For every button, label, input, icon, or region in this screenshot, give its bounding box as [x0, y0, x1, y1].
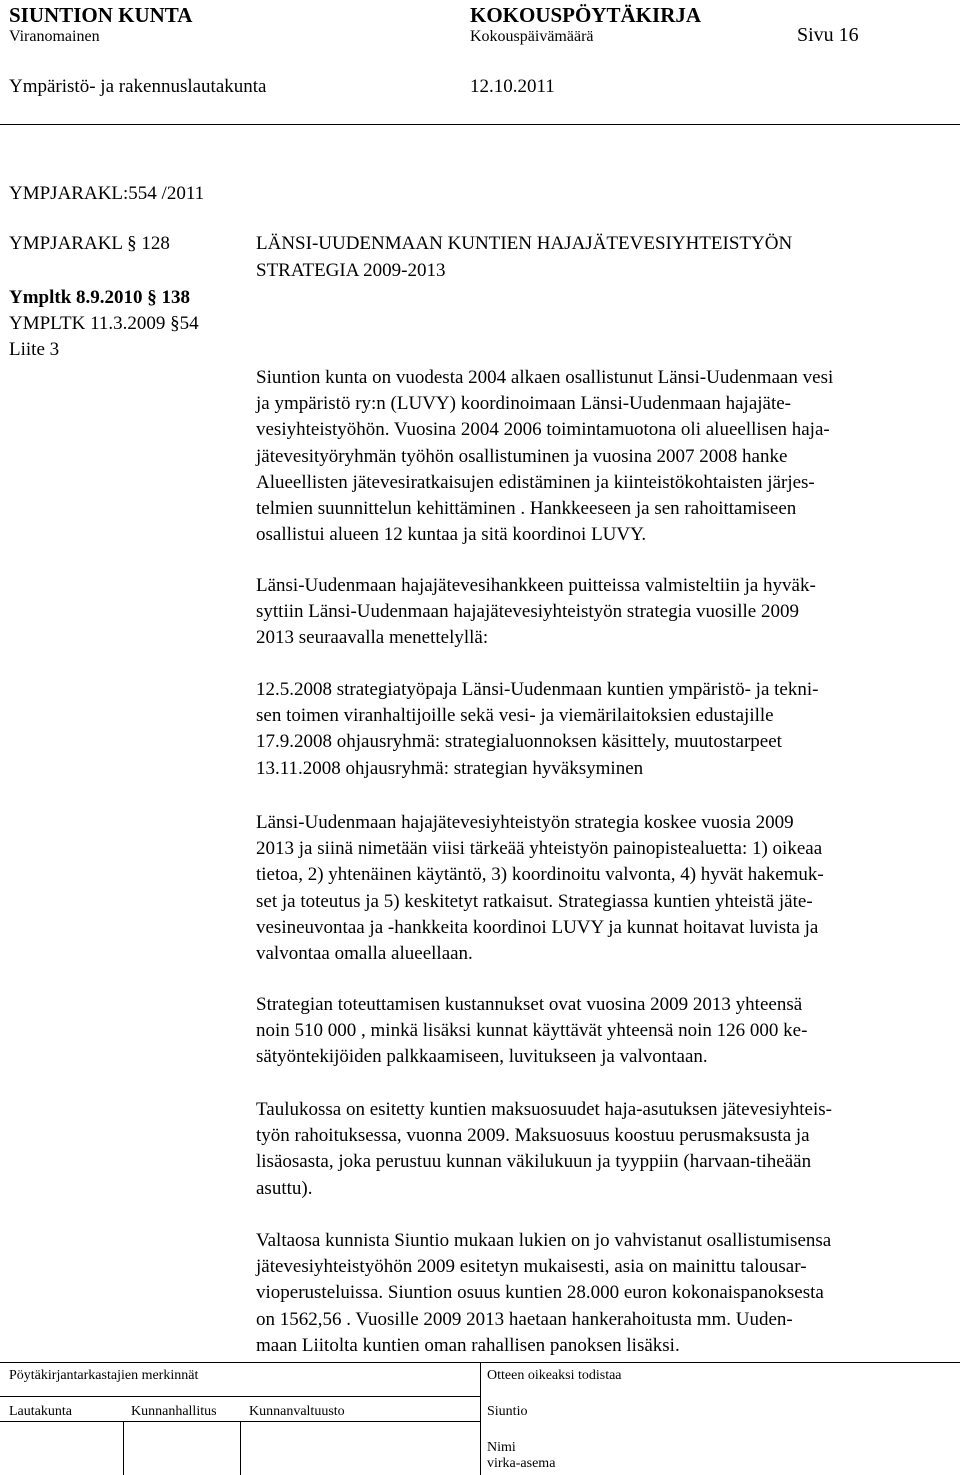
text-line: Valtaosa kunnista Siuntio mukaan lukien on jo vahvistanut osallistumisensa [256, 1230, 832, 1251]
text-line: ja ympäristö ry:n (LUVY) koordinoimaan Länsi-Uudenmaan hajajäte- [256, 393, 791, 415]
footer-rule [0, 1396, 480, 1397]
text-line: vioperusteluissa. Siuntion osuus kuntien 28.000 euron kokonaispanoksesta [256, 1282, 824, 1304]
footer-divider [480, 1362, 481, 1475]
text-line: asuttu). [256, 1177, 313, 1199]
text-line: vesineuvontaa ja -hankkeita koordinoi LUVY ja kunnat hoitavat luvista ja [256, 916, 819, 938]
text-line: vesiyhteistyöhön. Vuosina 2004 2006 toimintamuotona oli alueellisen haja- [256, 419, 830, 441]
text-line: set ja toteutus ja 5) keskitetyt ratkaisut. Strategiassa kuntien yhteistä jäte- [256, 890, 813, 912]
text-line: Länsi-Uudenmaan hajajätevesihankkeen puitteissa valmisteltiin ja hyväk- [256, 575, 816, 596]
header-rule [0, 124, 960, 125]
text-line: sen toimen viranhaltijoille sekä vesi- ja viemärilaitoksien edustajille [256, 705, 774, 727]
text-line: 2013 ja siinä nimetään viisi tärkeää yhteistyön painopistealuetta: 1) oikeaa [256, 838, 823, 860]
paragraph [256, 677, 946, 782]
place: Siuntio [487, 1404, 528, 1419]
paragraph [256, 992, 946, 1071]
body-lautakunta: Lautakunta [9, 1404, 72, 1419]
meeting-date: 12.10.2011 [470, 76, 555, 97]
name-label: Nimi [487, 1440, 516, 1455]
case-id: YMPJARAKL:554 /2011 [9, 183, 205, 204]
text-line: telmien suunnittelun kehittäminen . Hankkeeseen ja sen rahoittamiseen [256, 498, 797, 520]
org-name: SIUNTION KUNTA [9, 3, 193, 27]
text-line: Alueellisten jätevesiratkaisujen edistäminen ja kiinteistökohtaisten järjes- [256, 471, 815, 493]
paragraph [256, 1097, 946, 1202]
body-kunnanhallitus: Kunnanhallitus [131, 1404, 217, 1419]
text-line: sätyöntekijöiden palkkaamiseen, luvitukseen ja valvontaan. [256, 1046, 708, 1068]
text-line: valvontaa omalla alueellaan. [256, 943, 473, 965]
paragraph [256, 573, 946, 652]
title-line: LÄNSI-UUDENMAAN KUNTIEN HAJAJÄTEVESIYHTEISTYÖN [256, 233, 793, 254]
title-line: STRATEGIA 2009-2013 [256, 259, 446, 281]
side-ref: Ympltk 8.9.2010 § 138 [9, 287, 191, 308]
paragraph [256, 1228, 946, 1359]
text-line: Strategian toteuttamisen kustannukset ovat vuosina 2009 2013 yhteensä [256, 994, 803, 1015]
position-label: virka-asema [487, 1456, 556, 1471]
text-line: tietoa, 2) yhtenäinen käytäntö, 3) koordinoitu valvonta, 4) hyvät hakemuk- [256, 864, 824, 886]
authority-label: Viranomainen [9, 28, 100, 45]
text-line: maan Liitolta kuntien oman rahallisen panoksen lisäksi. [256, 1334, 680, 1356]
text-line: 12.5.2008 strategiatyöpaja Länsi-Uudenmaan kuntien ympäristö- ja tekni- [256, 679, 819, 700]
side-ref: YMPLTK 11.3.2009 §54 [9, 313, 199, 334]
text-line: työn rahoituksessa, vuonna 2009. Maksuosuus koostuu perusmaksusta ja [256, 1125, 810, 1147]
text-line: Länsi-Uudenmaan hajajätevesiyhteistyön strategia koskee vuosia 2009 [256, 812, 794, 833]
doc-type: KOKOUSPÖYTÄKIRJA [470, 3, 702, 27]
side-ref: YMPJARAKL § 128 [9, 233, 170, 254]
paragraph [256, 810, 946, 967]
meeting-date-label: Kokouspäivämäärä [470, 28, 594, 45]
body-kunnanvaltuusto: Kunnanvaltuusto [249, 1404, 345, 1419]
certified-label: Otteen oikeaksi todistaa [487, 1368, 622, 1383]
page-number: Sivu 16 [797, 24, 859, 46]
text-line: Taulukossa on esitetty kuntien maksuosuudet haja-asutuksen jätevesiyhteis- [256, 1099, 832, 1120]
footer-divider [123, 1421, 124, 1475]
text-line: 2013 seuraavalla menettelyllä: [256, 627, 489, 649]
side-ref: Liite 3 [9, 339, 60, 360]
case-title [256, 231, 946, 284]
paragraph [256, 365, 946, 548]
text-line: Siuntion kunta on vuodesta 2004 alkaen osallistunut Länsi-Uudenmaan vesi [256, 367, 834, 388]
text-line: syttiin Länsi-Uudenmaan hajajätevesiyhteistyön strategia vuosille 2009 [256, 601, 799, 623]
text-line: jätevesityöryhmän työhön osallistuminen ja vuosina 2007 2008 hanke [256, 445, 788, 467]
text-line: noin 510 000 , minkä lisäksi kunnat käyttävät yhteensä noin 126 000 ke- [256, 1020, 808, 1042]
text-line: jätevesiyhteistyöhön 2009 esitetyn mukaisesti, asia on mainittu talousar- [256, 1256, 807, 1278]
committee-name: Ympäristö- ja rakennuslautakunta [9, 76, 267, 97]
text-line: on 1562,56 . Vuosille 2009 2013 haetaan hankerahoitusta mm. Uuden- [256, 1308, 793, 1330]
text-line: lisäosasta, joka perustuu kunnan väkilukuun ja tyyppiin (harvaan-tiheään [256, 1151, 812, 1173]
signatures-label: Pöytäkirjantarkastajien merkinnät [9, 1368, 199, 1383]
footer-divider [240, 1421, 241, 1475]
text-line: 17.9.2008 ohjausryhmä: strategialuonnoksen käsittely, muutostarpeet [256, 731, 782, 753]
text-line: 13.11.2008 ohjausryhmä: strategian hyväksyminen [256, 757, 644, 779]
text-line: osallistui alueen 12 kuntaa ja sitä koordinoi LUVY. [256, 524, 647, 546]
